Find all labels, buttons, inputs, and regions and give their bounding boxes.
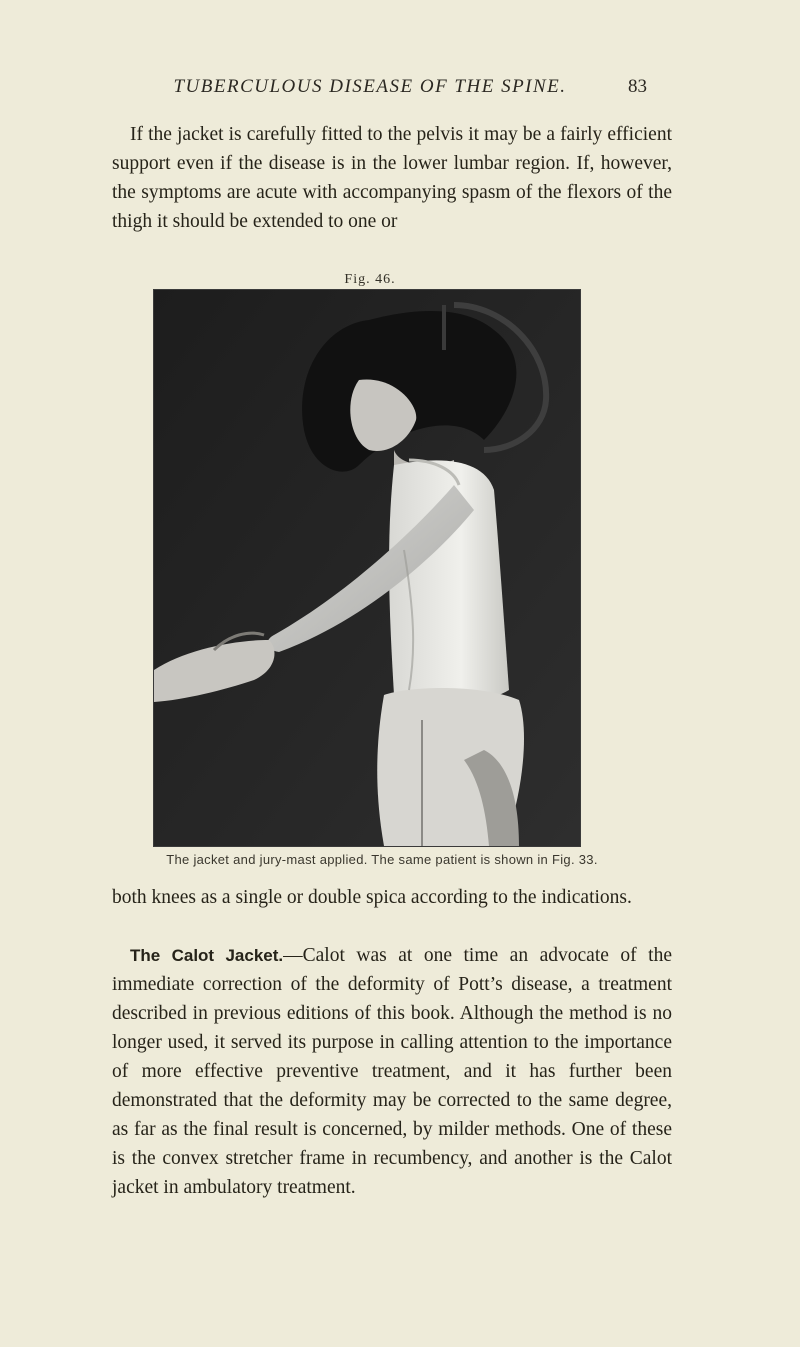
- running-head: TUBERCULOUS DISEASE OF THE SPINE.: [173, 76, 567, 97]
- page-number: 83: [628, 76, 647, 97]
- paragraph-calot-jacket: [112, 941, 672, 1202]
- figure-label: Fig. 46.: [344, 272, 396, 287]
- paragraph-top: If the jacket is carefully fitted to the pelvis it may be a fairly efficient support even if the disease is in the lower lumbar region. If, however, the symptoms are acute with accompanying spasm of the flexors of the thigh it should be extended to one or: [112, 124, 672, 232]
- patient-photo-illustration: [154, 290, 580, 846]
- section-heading: The Calot Jacket.: [130, 946, 284, 965]
- section-body: —Calot was at one time an advocate of the immediate correction of the deformity of Pott’s disease, a treatment described in previous editions of this book. Although the method is no longer used, it served its purpose in calling attention to the importance of more effective preventive treatment, and it has further been demonstrated that the deformity may be corrected to the same degree, as far as the final result is concerned, by milder methods. One of these is the convex stretcher frame in recumbency, and another is the Calot jacket in ambulatory treatment.: [112, 945, 673, 1198]
- figure-photo: [154, 290, 580, 846]
- figure-caption: The jacket and jury-mast applied. The same patient is shown in Fig. 33.: [166, 852, 598, 867]
- paragraph-continued: both knees as a single or double spica according to the indications.: [112, 887, 632, 908]
